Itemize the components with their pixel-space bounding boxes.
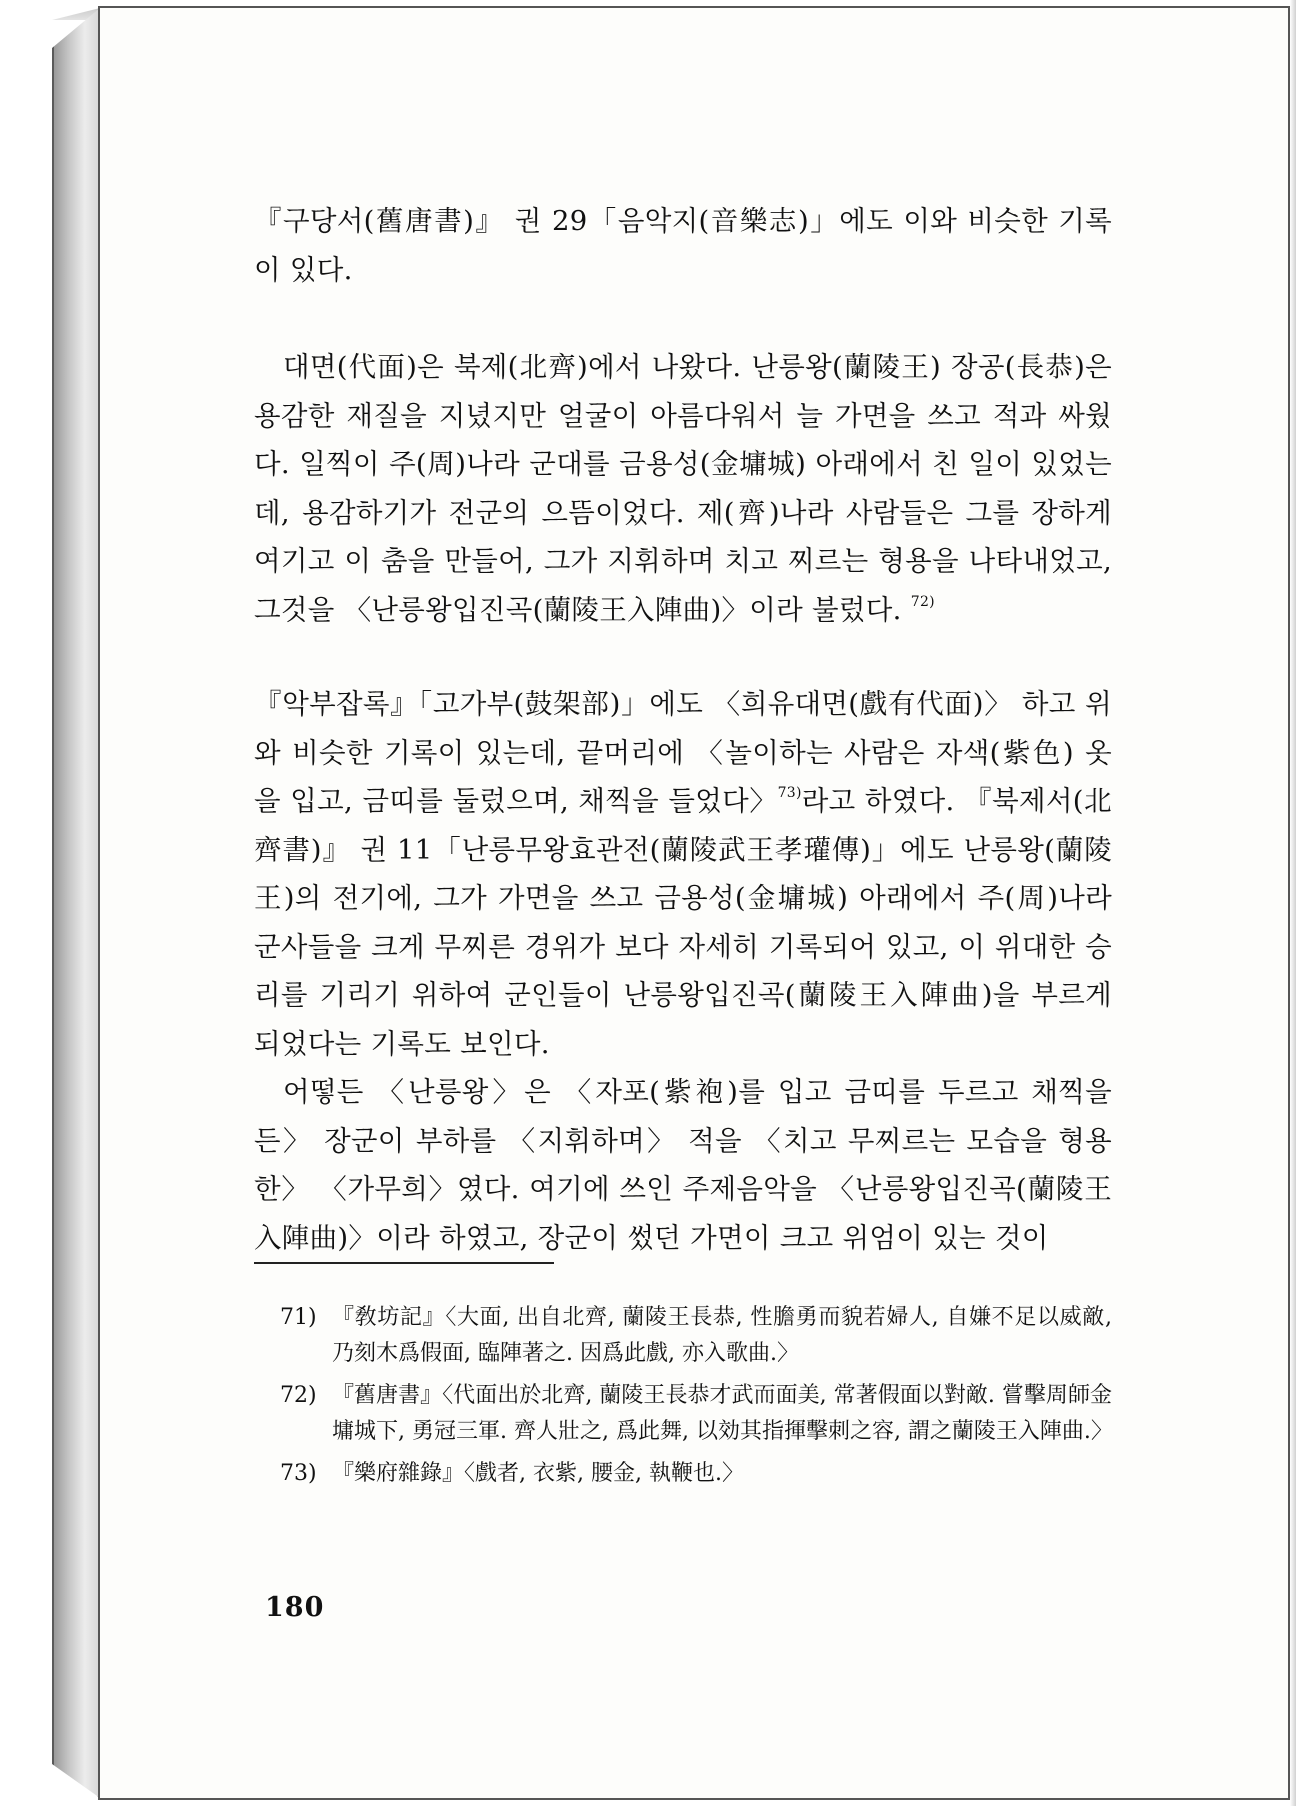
page-number: 180 xyxy=(265,1592,325,1623)
body-text-2 xyxy=(254,680,1112,1262)
footnote-text: 『樂府雜錄』〈戲者, 衣紫, 腰金, 執鞭也.〉 xyxy=(332,1461,744,1486)
paragraph-3 xyxy=(254,680,1112,1068)
footnote-number: 71) xyxy=(280,1305,317,1330)
footnote-72 xyxy=(280,1378,1112,1450)
paragraph-3-text-a: 『악부잡록』「고가부(鼓架部)」에도 〈희유대면(戲有代面)〉 하고 위와 비슷한 기록이 있는데, 끝머리에 〈놀이하는 사람은 자색(紫色) 옷을 입고, 금띠를 둘렀으며, 채찍을 들었다〉 xyxy=(254,688,1112,817)
paragraph-3-text-b: 라고 하였다. 『북제서(北齊書)』 권 11「난릉무왕효관전(蘭陵武王孝瓘傳)」에도 난릉왕(蘭陵王)의 전기에, 그가 가면을 쓰고 금용성(金墉城) 아래에서 주(周)나라 군사들을 크게 무찌른 경위가 보다 자세히 기록되어 있고, 이 위대한 승리를 기리기 위하여 군인들이 난릉왕입진곡(蘭陵王入陣曲)을 부르게 되었다는 기록도 보인다. xyxy=(254,785,1112,1060)
footnote-text: 『舊唐書』〈代面出於北齊, 蘭陵王長恭才武而面美, 常著假面以對敵. 嘗擊周師金墉城下, 勇冠三軍. 齊人壯之, 爲此舞, 以効其指揮擊刺之容, 謂之蘭陵王入陣曲.〉 xyxy=(332,1383,1113,1444)
footnote-divider xyxy=(254,1262,554,1264)
paragraph-2 xyxy=(254,343,1112,634)
footnote-text: 『敎坊記』〈大面, 出自北齊, 蘭陵王長恭, 性膽勇而貌若婦人, 自嫌不足以威敵, 乃刻木爲假面, 臨陣著之. 因爲此戲, 亦入歌曲.〉 xyxy=(332,1305,1112,1366)
paragraph-4: 어떻든 〈난릉왕〉은 〈자포(紫袍)를 입고 금띠를 두르고 채찍을 든〉 장군이 부하를 〈지휘하며〉 적을 〈치고 무찌르는 모습을 형용한〉 〈가무희〉였다. 여기에 쓰인 주제음악을 〈난릉왕입진곡(蘭陵王入陣曲)〉이라 하였고, 장군이 썼던 가면이 크고 위엄이 있는 것이 xyxy=(254,1076,1112,1254)
paragraph-1: 『구당서(舊唐書)』 권 29「음악지(音樂志)」에도 이와 비슷한 기록이 있다. xyxy=(254,205,1112,286)
page-shadow xyxy=(1290,0,1296,1806)
footnote-73 xyxy=(280,1456,1112,1492)
footnote-number: 73) xyxy=(280,1461,317,1486)
footnote-number: 72) xyxy=(280,1383,317,1408)
book-spine xyxy=(52,8,100,1798)
footnotes xyxy=(280,1300,1112,1498)
footnote-ref-73: 73) xyxy=(777,785,802,801)
paragraph-2-text: 대면(代面)은 북제(北齊)에서 나왔다. 난릉왕(蘭陵王) 장공(長恭)은 용감한 재질을 지녔지만 얼굴이 아름다워서 늘 가면을 쓰고 적과 싸웠다. 일찍이 주(周)나라 군대를 금용성(金墉城) 아래에서 친 일이 있었는데, 용감하기가 전군의 으뜸이었다. 제(齊)나라 사람들은 그를 장하게 여기고 이 춤을 만들어, 그가 지휘하며 치고 찌르는 형용을 나타내었고, 그것을 〈난릉왕입진곡(蘭陵王入陣曲)〉이라 불렀다. xyxy=(254,351,1112,626)
footnote-71 xyxy=(280,1300,1112,1372)
body-text xyxy=(254,197,1112,294)
footnote-ref-72: 72) xyxy=(910,593,935,610)
block-quote xyxy=(254,343,1112,634)
